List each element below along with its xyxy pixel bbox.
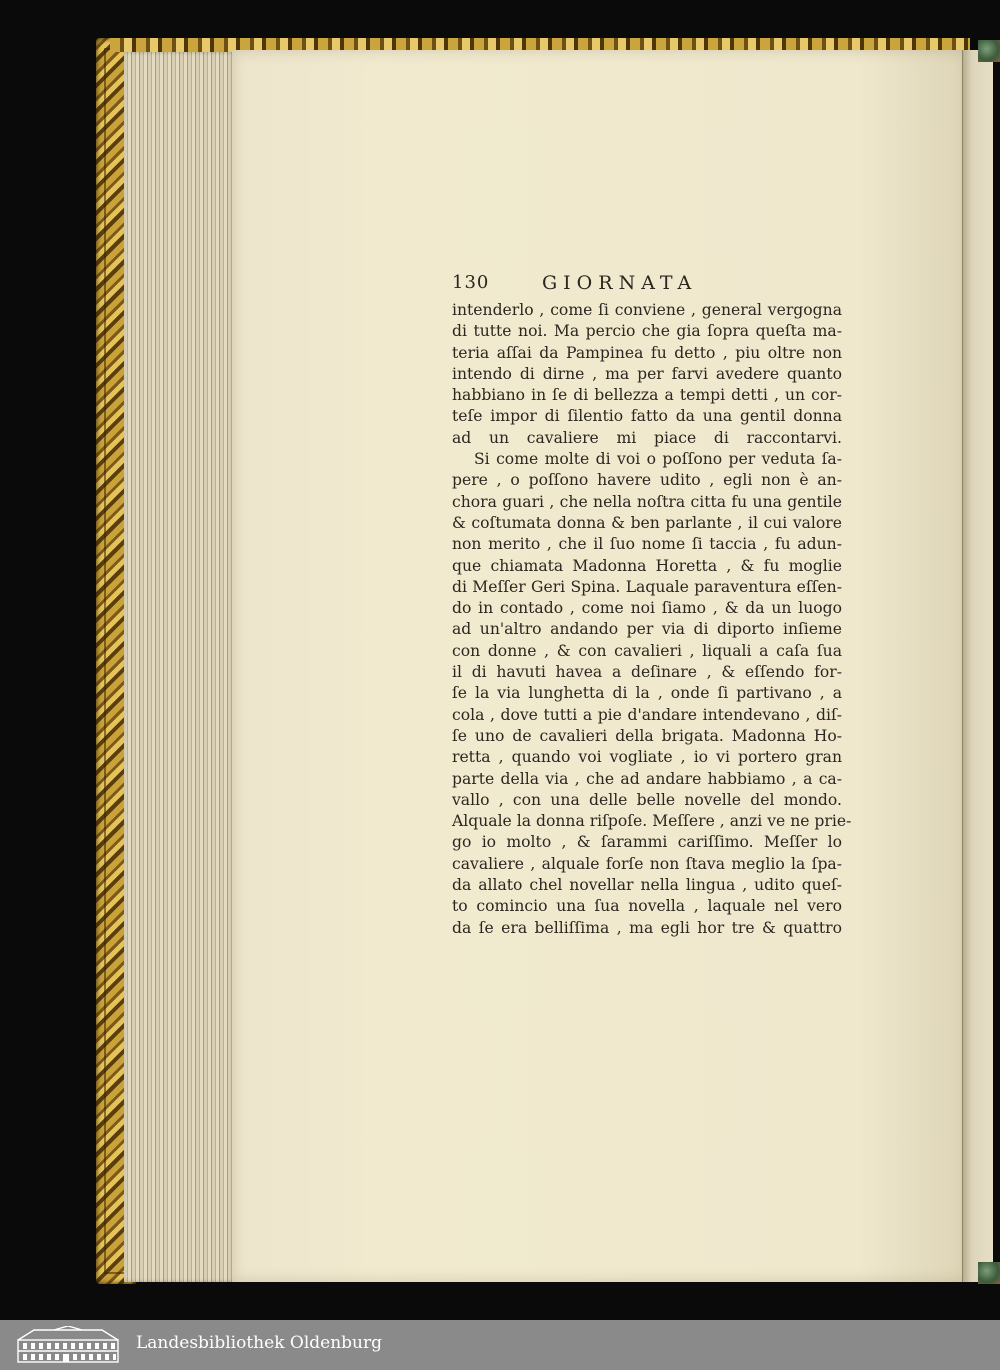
text-line: cavaliere , alquale forſe non ſtava meglio la ſpa-: [452, 854, 842, 873]
text-line: ſe uno de cavalieri della brigata. Madonna Ho-: [452, 726, 842, 745]
page-number: 130: [452, 272, 490, 293]
running-head: [452, 272, 842, 300]
text-line: ad un cavaliere mi piace di raccontarvi.: [452, 428, 842, 447]
text-line: di tutte noi. Ma percio che gia ſopra queſta ma-: [452, 322, 842, 341]
marbled-corner: [978, 1262, 1000, 1284]
text-line: teſe impor di ſilentio fatto da una gentil donna: [452, 407, 842, 426]
text-line: intendo di dirne , ma per farvi avedere quanto: [452, 364, 842, 383]
text-line: vallo , con una delle belle novelle del mondo.: [452, 790, 842, 809]
text-line: Alquale la donna riſpoſe. Meſſere , anzi ve ne prie-: [452, 812, 852, 831]
text-line: teria aſſai da Pampinea fu detto , piu oltre non: [452, 343, 842, 362]
footer-label: Landesbibliothek Oldenburg: [136, 1333, 383, 1353]
running-head-title: GIORNATA: [542, 272, 698, 294]
next-page-edge: [962, 50, 993, 1282]
text-line: go io molto , & ſarammi cariſſimo. Meſſer lo: [452, 833, 842, 852]
library-building-icon: [14, 1326, 122, 1364]
text-line: chora guari , che nella noſtra citta fu una gentile: [452, 492, 842, 511]
text-line: que chiamata Madonna Horetta , & fu moglie: [452, 556, 842, 575]
text-line: con donne , & con cavalieri , liquali a caſa ſua: [452, 641, 842, 660]
text-line: to comincio una ſua novella , laquale nel vero: [452, 897, 842, 916]
text-line: intenderlo , come ſi conviene , general vergogna: [452, 301, 842, 319]
text-line: da allato chel novellar nella lingua , udito queſ-: [452, 876, 842, 895]
text-line: pere , o poſſono havere udito , egli non è an-: [452, 471, 842, 490]
text-line: ſe la via lunghetta di la , onde ſi partivano , a: [452, 684, 842, 703]
body-text: [452, 300, 852, 939]
footer-bar: [0, 1320, 1000, 1370]
text-line: il di havuti havea a deſinare , & eſſendo for-: [452, 663, 842, 682]
text-line: habbiano in ſe di bellezza a tempi detti , un cor-: [452, 386, 842, 405]
marbled-corner: [978, 40, 1000, 62]
text-line: ad un'altro andando per via di diporto inſieme: [452, 620, 842, 639]
page-edges: [124, 52, 236, 1282]
text-line: cola , dove tutti a pie d'andare intendevano , diſ-: [452, 705, 842, 724]
text-line: parte della via , che ad andare habbiamo , a ca-: [452, 769, 842, 788]
text-line: do in contado , come noi ſiamo , & da un luogo: [452, 599, 842, 618]
text-line: & coſtumata donna & ben parlante , il cui valore: [452, 513, 842, 532]
text-line: non merito , che il ſuo nome ſi taccia , fu adun-: [452, 535, 842, 554]
text-line: di Meſſer Geri Spina. Laquale paraventura eſſen-: [452, 577, 842, 596]
text-line: Si come molte di voi o poſſono per veduta ſa-: [474, 450, 842, 469]
text-line: retta , quando voi vogliate , io vi portero gran: [452, 748, 842, 767]
text-line: da ſe era belliſſima , ma egli hor tre & quattro: [452, 918, 842, 937]
text-block: [452, 272, 852, 939]
